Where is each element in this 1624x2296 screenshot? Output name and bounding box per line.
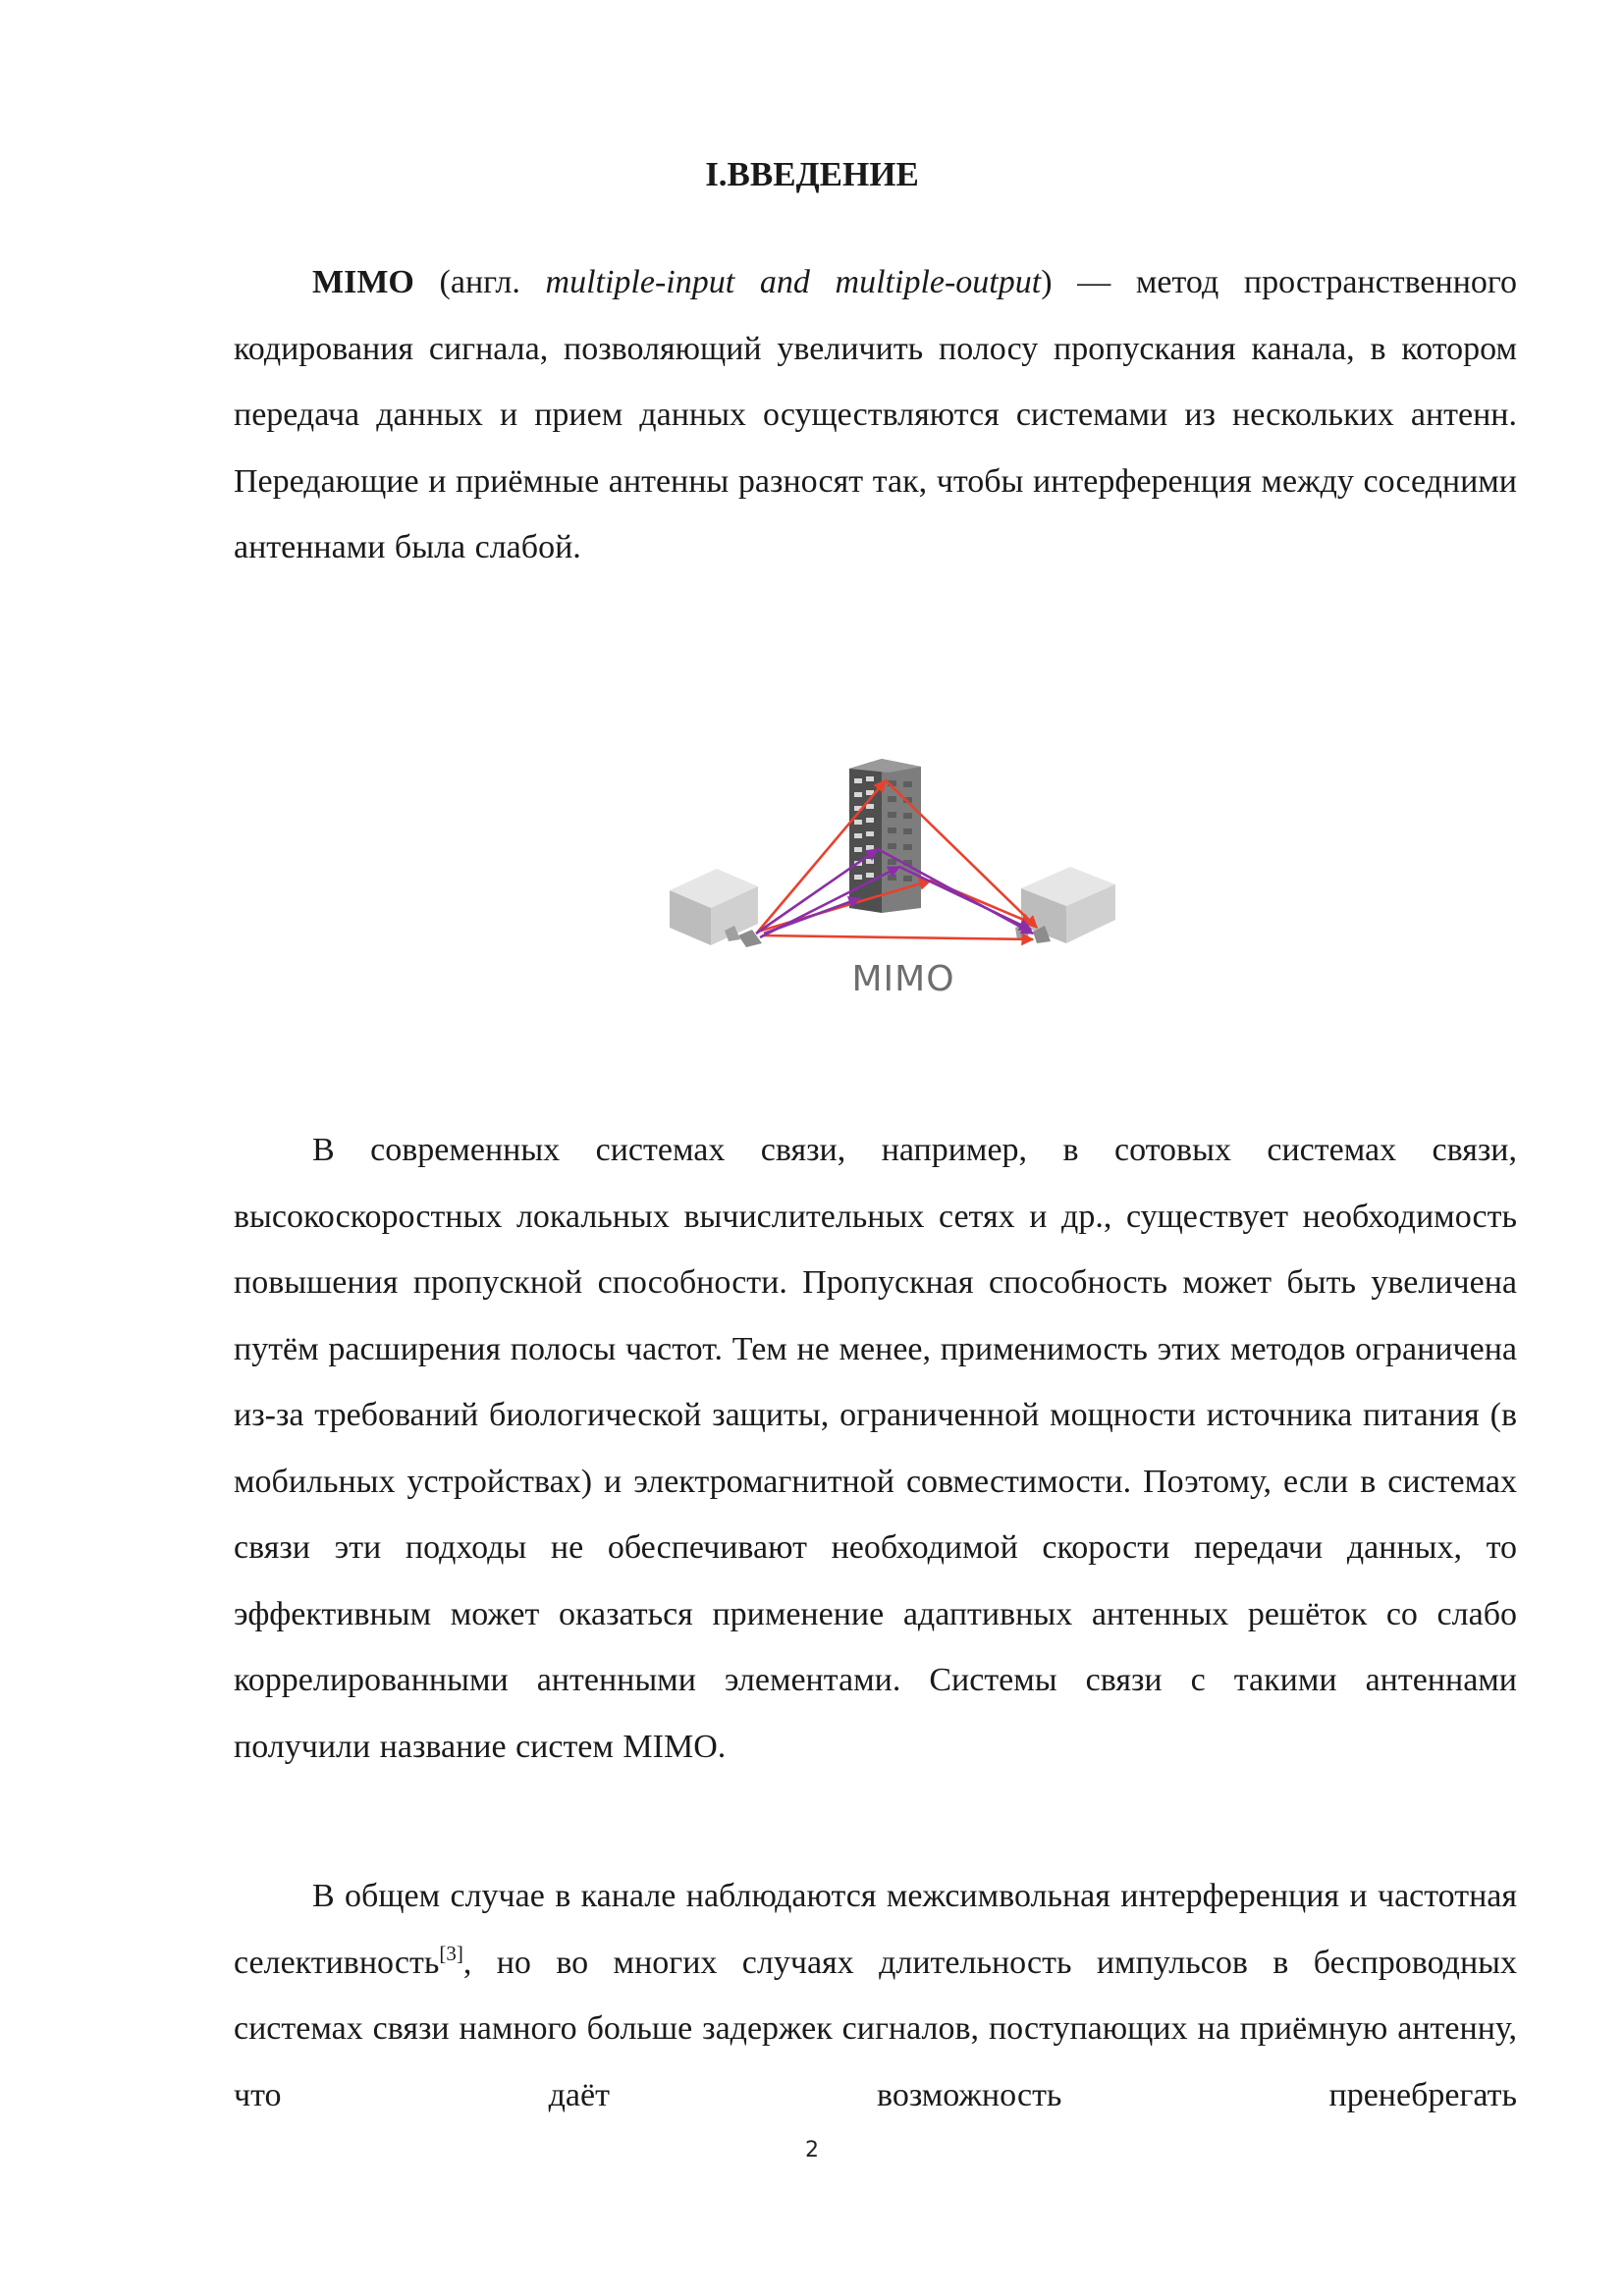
term-expansion: multiple-input and multiple-output (545, 264, 1042, 300)
body-paragraph-3 (234, 1863, 1517, 2128)
p3-text-after: , но во многих случаях длительность импульсов в беспроводных системах связи намного больше задержек сигналов, поступающих на приёмную антенну, что даёт возможность пренебрегать (234, 1944, 1517, 2113)
p3-text-before: В общем случае в канале наблюдаются межсимвольная интерференция и частотная селективность (234, 1878, 1517, 1981)
mimo-diagram-svg (668, 751, 1139, 1006)
intro-paragraph (234, 249, 1517, 581)
mimo-illustration (668, 751, 1139, 1006)
body-paragraph-2: В современных системах связи, например, в сотовых системах связи, высокоскоростных локальных вычислительных сетях и др., существует необходимость повышения пропускной способности. Пропускная способность может быть увеличена путём расширения полосы частот. Тем не менее, применимость этих методов ограничена из-за требований биологической защиты, ограниченной мощности источника питания (в мобильных устройствах) и электромагнитной совместимости. Поэтому, если в системах связи эти подходы не обеспечивают необходимой скорости передачи данных, то эффективным может оказаться применение адаптивных антенных решёток со слабо коррелированными антенными элементами. Системы связи с такими антеннами получили название систем MIMO. (234, 1132, 1517, 1765)
term-mimo: MIMO (312, 264, 414, 300)
abbr-open: (англ. (413, 264, 546, 300)
mimo-label: MIMO (851, 959, 955, 999)
page-number: 2 (805, 2138, 819, 2163)
section-heading: I.ВВЕДЕНИЕ (705, 155, 919, 193)
reference-marker: [3] (439, 1941, 463, 1965)
definition-text: ) — метод пространственного кодирования сигнала, позволяющий увеличить полосу пропускания канала, в котором передача данных и прием данных осуществляются системами из нескольких антенн. Передающие и приёмные антенны разносят так, чтобы интерференция между соседними антеннами была слабой. (234, 264, 1517, 565)
transmitter-box-icon (670, 869, 762, 947)
